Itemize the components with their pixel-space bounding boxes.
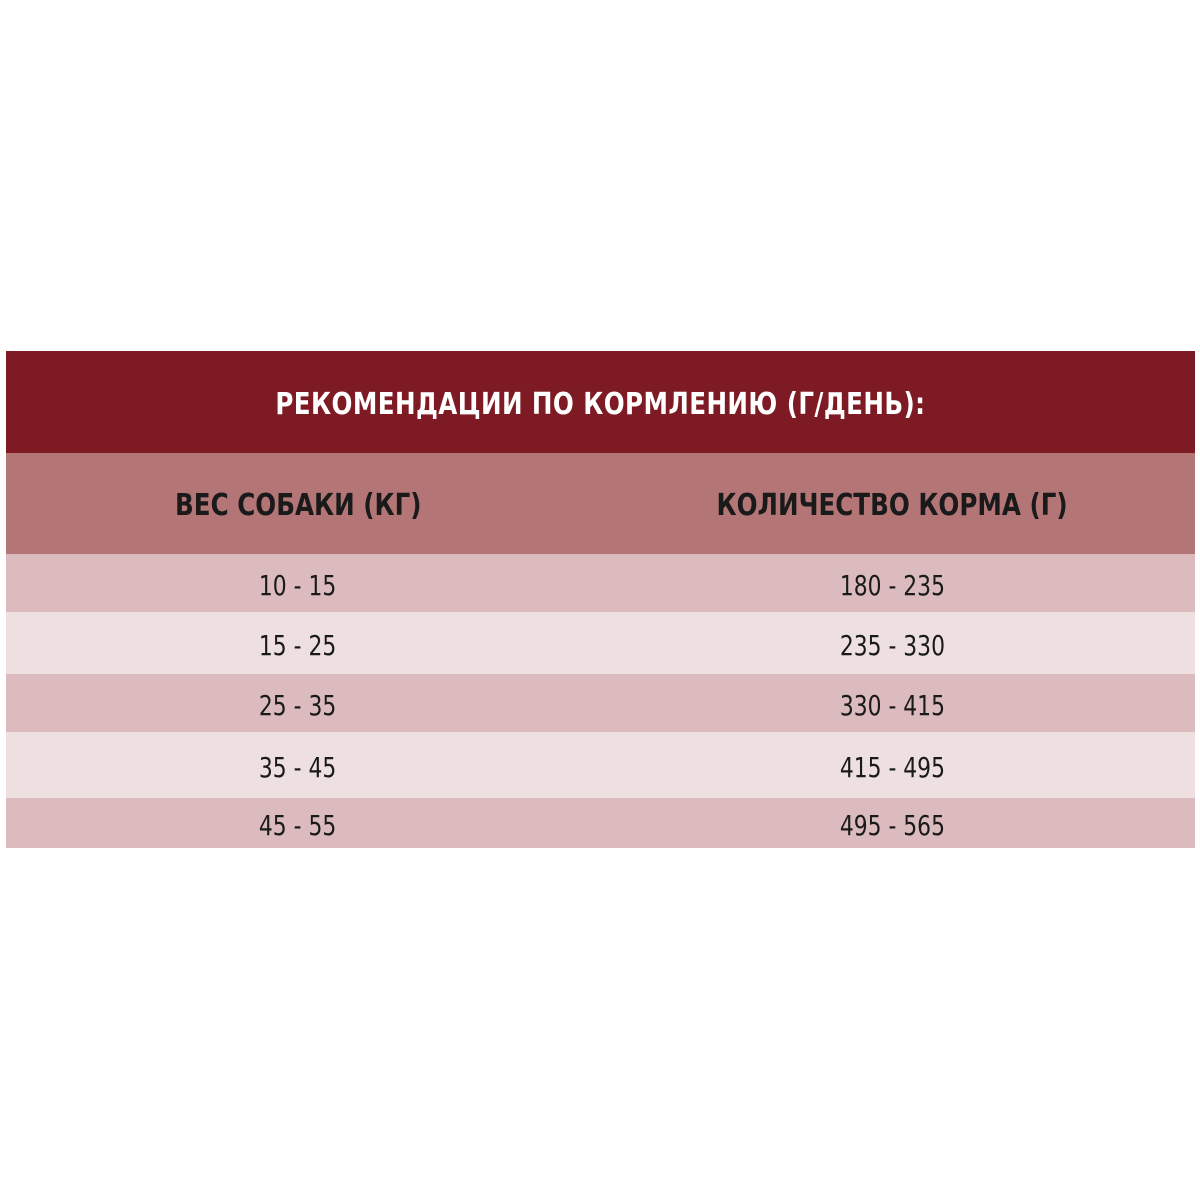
header-food-amount-label: КОЛИЧЕСТВО КОРМА (Г): [716, 488, 1069, 523]
amount-cell: [590, 674, 1195, 732]
weight-value: 35 - 45: [259, 750, 337, 784]
weight-value: 45 - 55: [259, 808, 337, 842]
amount-cell: [590, 798, 1195, 848]
amount-value: 330 - 415: [839, 688, 946, 722]
table-header-row: [6, 453, 1195, 554]
header-dog-weight: [6, 453, 590, 554]
table-row: [6, 798, 1195, 848]
weight-cell: [6, 732, 590, 798]
weight-cell: [6, 798, 590, 848]
weight-value: 25 - 35: [259, 688, 337, 722]
amount-value: 495 - 565: [839, 808, 946, 842]
table-title: РЕКОМЕНДАЦИИ ПО КОРМЛЕНИЮ (Г/ДЕНЬ):: [275, 386, 926, 422]
table-row: [6, 674, 1195, 732]
weight-cell: [6, 612, 590, 674]
table-row: [6, 554, 1195, 612]
table-title-row: [6, 351, 1195, 453]
weight-cell: [6, 674, 590, 732]
amount-value: 415 - 495: [839, 750, 946, 784]
header-food-amount: [590, 453, 1195, 554]
feeding-table: [6, 351, 1195, 848]
amount-cell: [590, 554, 1195, 612]
amount-value: 235 - 330: [839, 628, 946, 662]
amount-cell: [590, 612, 1195, 674]
weight-cell: [6, 554, 590, 612]
weight-value: 10 - 15: [259, 568, 337, 602]
table-row: [6, 612, 1195, 674]
header-dog-weight-label: ВЕС СОБАКИ (КГ): [174, 488, 422, 523]
amount-value: 180 - 235: [839, 568, 946, 602]
table-row: [6, 732, 1195, 798]
weight-value: 15 - 25: [259, 628, 337, 662]
amount-cell: [590, 732, 1195, 798]
